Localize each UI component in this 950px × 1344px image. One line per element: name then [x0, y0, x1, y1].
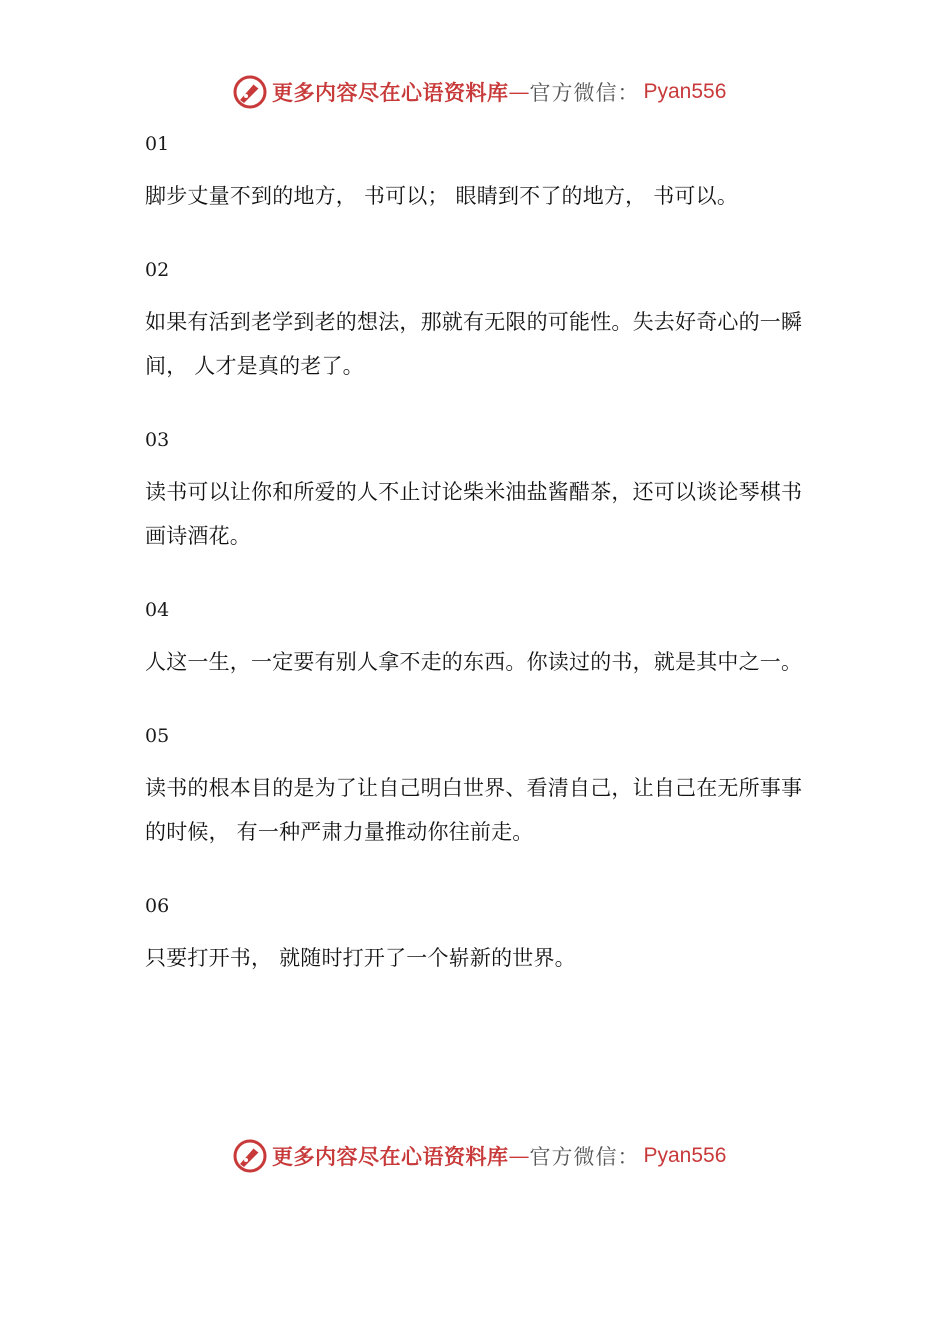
pen-nib-logo-icon — [232, 1138, 268, 1174]
banner-wechat-id: Pyan556 — [643, 1144, 727, 1167]
quote-item — [145, 130, 805, 218]
banner-wechat-label: 官方微信： — [529, 1145, 640, 1169]
quote-number: 06 — [145, 895, 170, 917]
banner-dash: — — [508, 1144, 530, 1168]
banner-wechat-label: 官方微信： — [529, 81, 640, 105]
footer-banner — [232, 1136, 726, 1176]
quote-text: 脚步丈量不到的地方， 书可以； 眼睛到不了的地方， 书可以。 — [145, 184, 739, 208]
quote-item — [145, 722, 805, 854]
quote-number: 02 — [145, 259, 170, 281]
banner-main-text: 更多内容尽在心语资料库 — [272, 1144, 509, 1169]
quote-text: 只要打开书， 就随时打开了一个崭新的世界。 — [145, 946, 576, 970]
quote-number: 04 — [145, 599, 170, 621]
banner-dash: — — [508, 80, 530, 104]
quote-item — [145, 426, 805, 558]
header-banner — [232, 72, 726, 112]
quote-text: 读书可以让你和所爱的人不止讨论柴米油盐酱醋茶，还可以谈论琴棋书画诗酒花。 — [145, 480, 803, 548]
quote-text: 如果有活到老学到老的想法，那就有无限的可能性。失去好奇心的一瞬间， 人才是真的老了。 — [145, 310, 803, 378]
quote-number: 03 — [145, 429, 170, 451]
quote-text: 读书的根本目的是为了让自己明白世界、看清自己，让自己在无所事事的时候， 有一种严肃力量推动你往前走。 — [145, 776, 803, 844]
quote-item — [145, 892, 805, 980]
quote-number: 05 — [145, 725, 170, 747]
quote-item — [145, 256, 805, 388]
pen-nib-logo-icon — [232, 74, 268, 110]
quote-item — [145, 596, 805, 684]
banner-wechat-id: Pyan556 — [643, 80, 727, 103]
quote-number: 01 — [145, 133, 170, 155]
quote-text: 人这一生，一定要有别人拿不走的东西。你读过的书，就是其中之一。 — [145, 650, 803, 674]
quote-list — [145, 130, 805, 1018]
banner-main-text: 更多内容尽在心语资料库 — [272, 80, 509, 105]
